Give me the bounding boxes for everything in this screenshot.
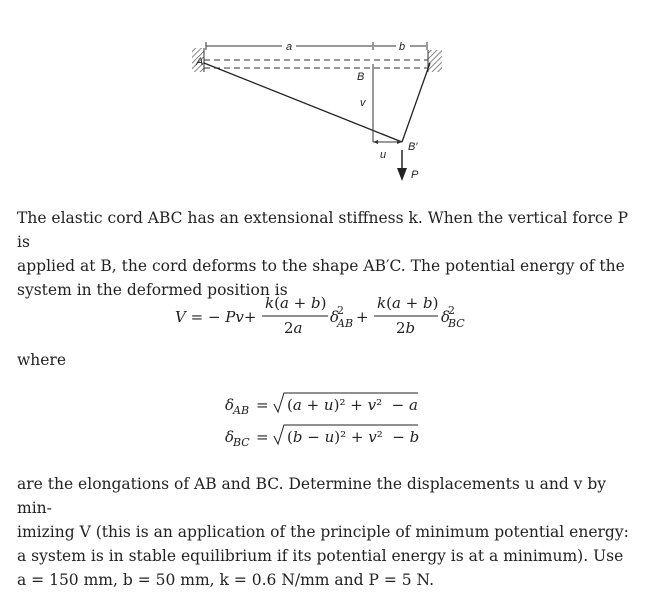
svg-text:2: 2 [448, 304, 455, 317]
svg-text:AB: AB [233, 404, 250, 417]
svg-text:+: + [356, 308, 369, 326]
text-line: applied at B, the cord deforms to the shape AB′C. The potential energy of the [17, 257, 625, 275]
svg-text:2a: 2a [284, 319, 303, 337]
svg-text:2: 2 [337, 304, 344, 317]
svg-text:k(a + b): k(a + b) [377, 294, 439, 312]
label-Bprime: B′ [408, 141, 418, 153]
label-P: P [411, 169, 419, 181]
label-A: A [196, 56, 204, 68]
text-line: The elastic cord ABC has an extensional stiffness k. When the vertical force P is [17, 209, 629, 251]
label-a: a [286, 41, 293, 53]
deformed-cord-BC [402, 63, 430, 142]
text-line: system in the deformed position is [17, 281, 288, 299]
svg-text:BC: BC [448, 317, 465, 330]
svg-text:(b − u)² + v² − b: (b − u)² + v² − b [287, 428, 420, 446]
svg-text:k(a + b): k(a + b) [265, 294, 327, 312]
text-line: are the elongations of AB and BC. Determine the displacements u and v by min- [17, 475, 607, 517]
svg-text:(a + u)² + v² − a: (a + u)² + v² − a [287, 396, 418, 414]
svg-text:δ: δ [441, 308, 451, 326]
svg-text:V = − Pv+: V = − Pv+ [175, 308, 257, 326]
svg-text:δ: δ [330, 308, 340, 326]
text-line: a system is in stable equilibrium if its potential energy is at a minimum). Use [17, 547, 624, 565]
text-line: a = 150 mm, b = 50 mm, k = 0.6 N/mm and P = 5 N. [17, 571, 435, 589]
svg-text:=: = [256, 396, 269, 414]
label-b: b [399, 41, 406, 53]
svg-text:BC: BC [233, 436, 250, 449]
problem-statement [17, 206, 642, 302]
svg-text:δ: δ [225, 396, 235, 414]
text-line: imizing V (this is an application of the principle of minimum potential energy: [17, 523, 629, 541]
potential-energy-equation [170, 290, 490, 342]
deformed-cord-AB [204, 63, 402, 142]
cord-figure [0, 0, 660, 195]
svg-text:=: = [256, 428, 269, 446]
label-v: v [360, 97, 366, 109]
elongation-equations [220, 390, 450, 452]
where-word: where [17, 351, 67, 369]
svg-text:2b: 2b [396, 319, 416, 337]
svg-text:AB: AB [337, 317, 354, 330]
dimension-line [206, 42, 427, 50]
svg-text:δ: δ [225, 428, 235, 446]
right-wall-support [428, 50, 442, 72]
task-statement [17, 472, 642, 592]
label-B: B [357, 71, 365, 83]
label-u: u [380, 149, 387, 161]
